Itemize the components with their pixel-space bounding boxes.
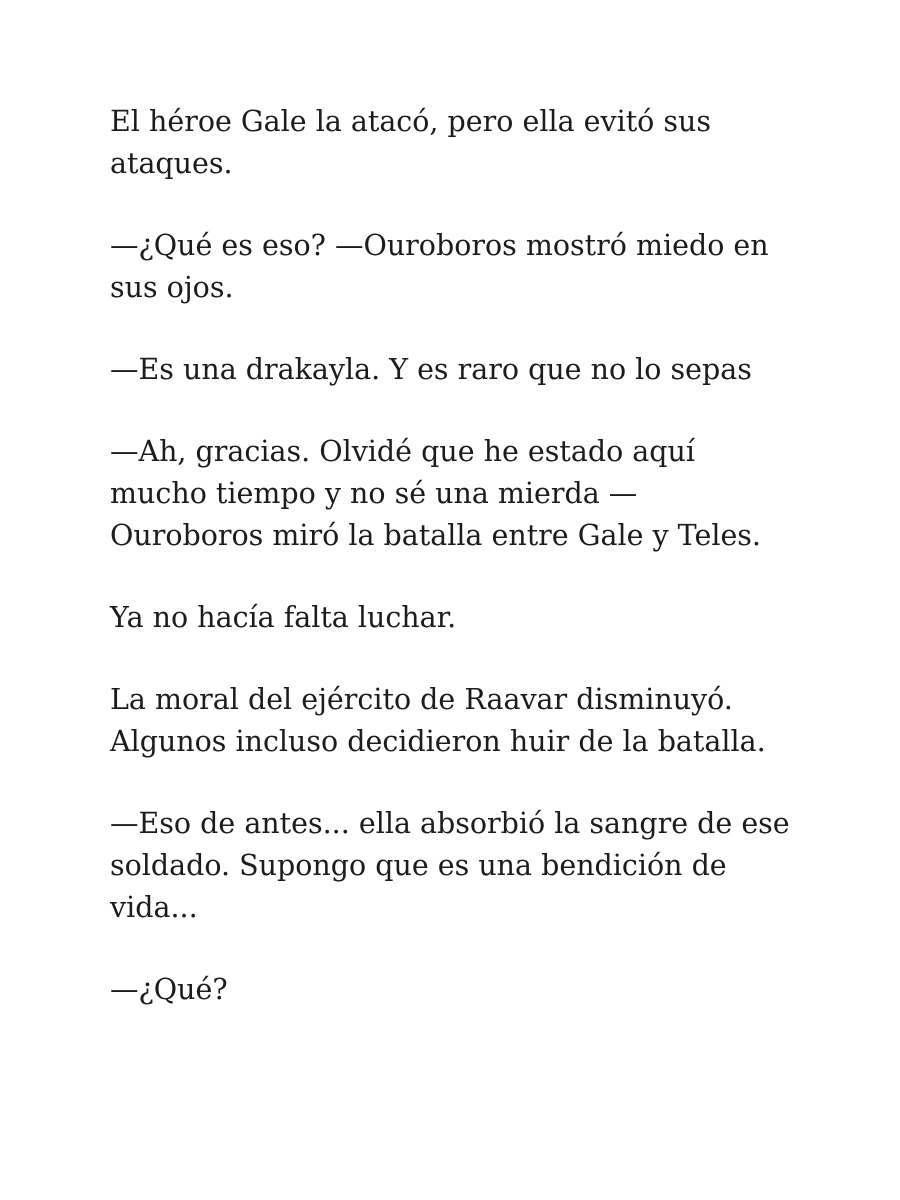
paragraph-4: —Ah, gracias. Olvidé que he estado aquí mucho tiempo y no sé una mierda —Ouroboros miró la batalla entre Gale y Teles.: [110, 435, 761, 552]
reading-page: [110, 101, 790, 1051]
paragraph-1: El héroe Gale la atacó, pero ella evitó sus ataques.: [110, 105, 712, 180]
paragraph-6: La moral del ejército de Raavar disminuyó. Algunos incluso decidieron huir de la batalla.: [110, 683, 766, 758]
paragraph-8: —¿Qué?: [110, 973, 228, 1006]
paragraph-3: —Es una drakayla. Y es raro que no lo sepas: [110, 353, 752, 386]
paragraph-7: —Eso de antes... ella absorbió la sangre de ese soldado. Supongo que es una bendición de vida...: [110, 807, 790, 924]
paragraph-2: —¿Qué es eso? —Ouroboros mostró miedo en sus ojos.: [110, 229, 769, 304]
paragraph-5: Ya no hacía falta luchar.: [110, 601, 457, 634]
